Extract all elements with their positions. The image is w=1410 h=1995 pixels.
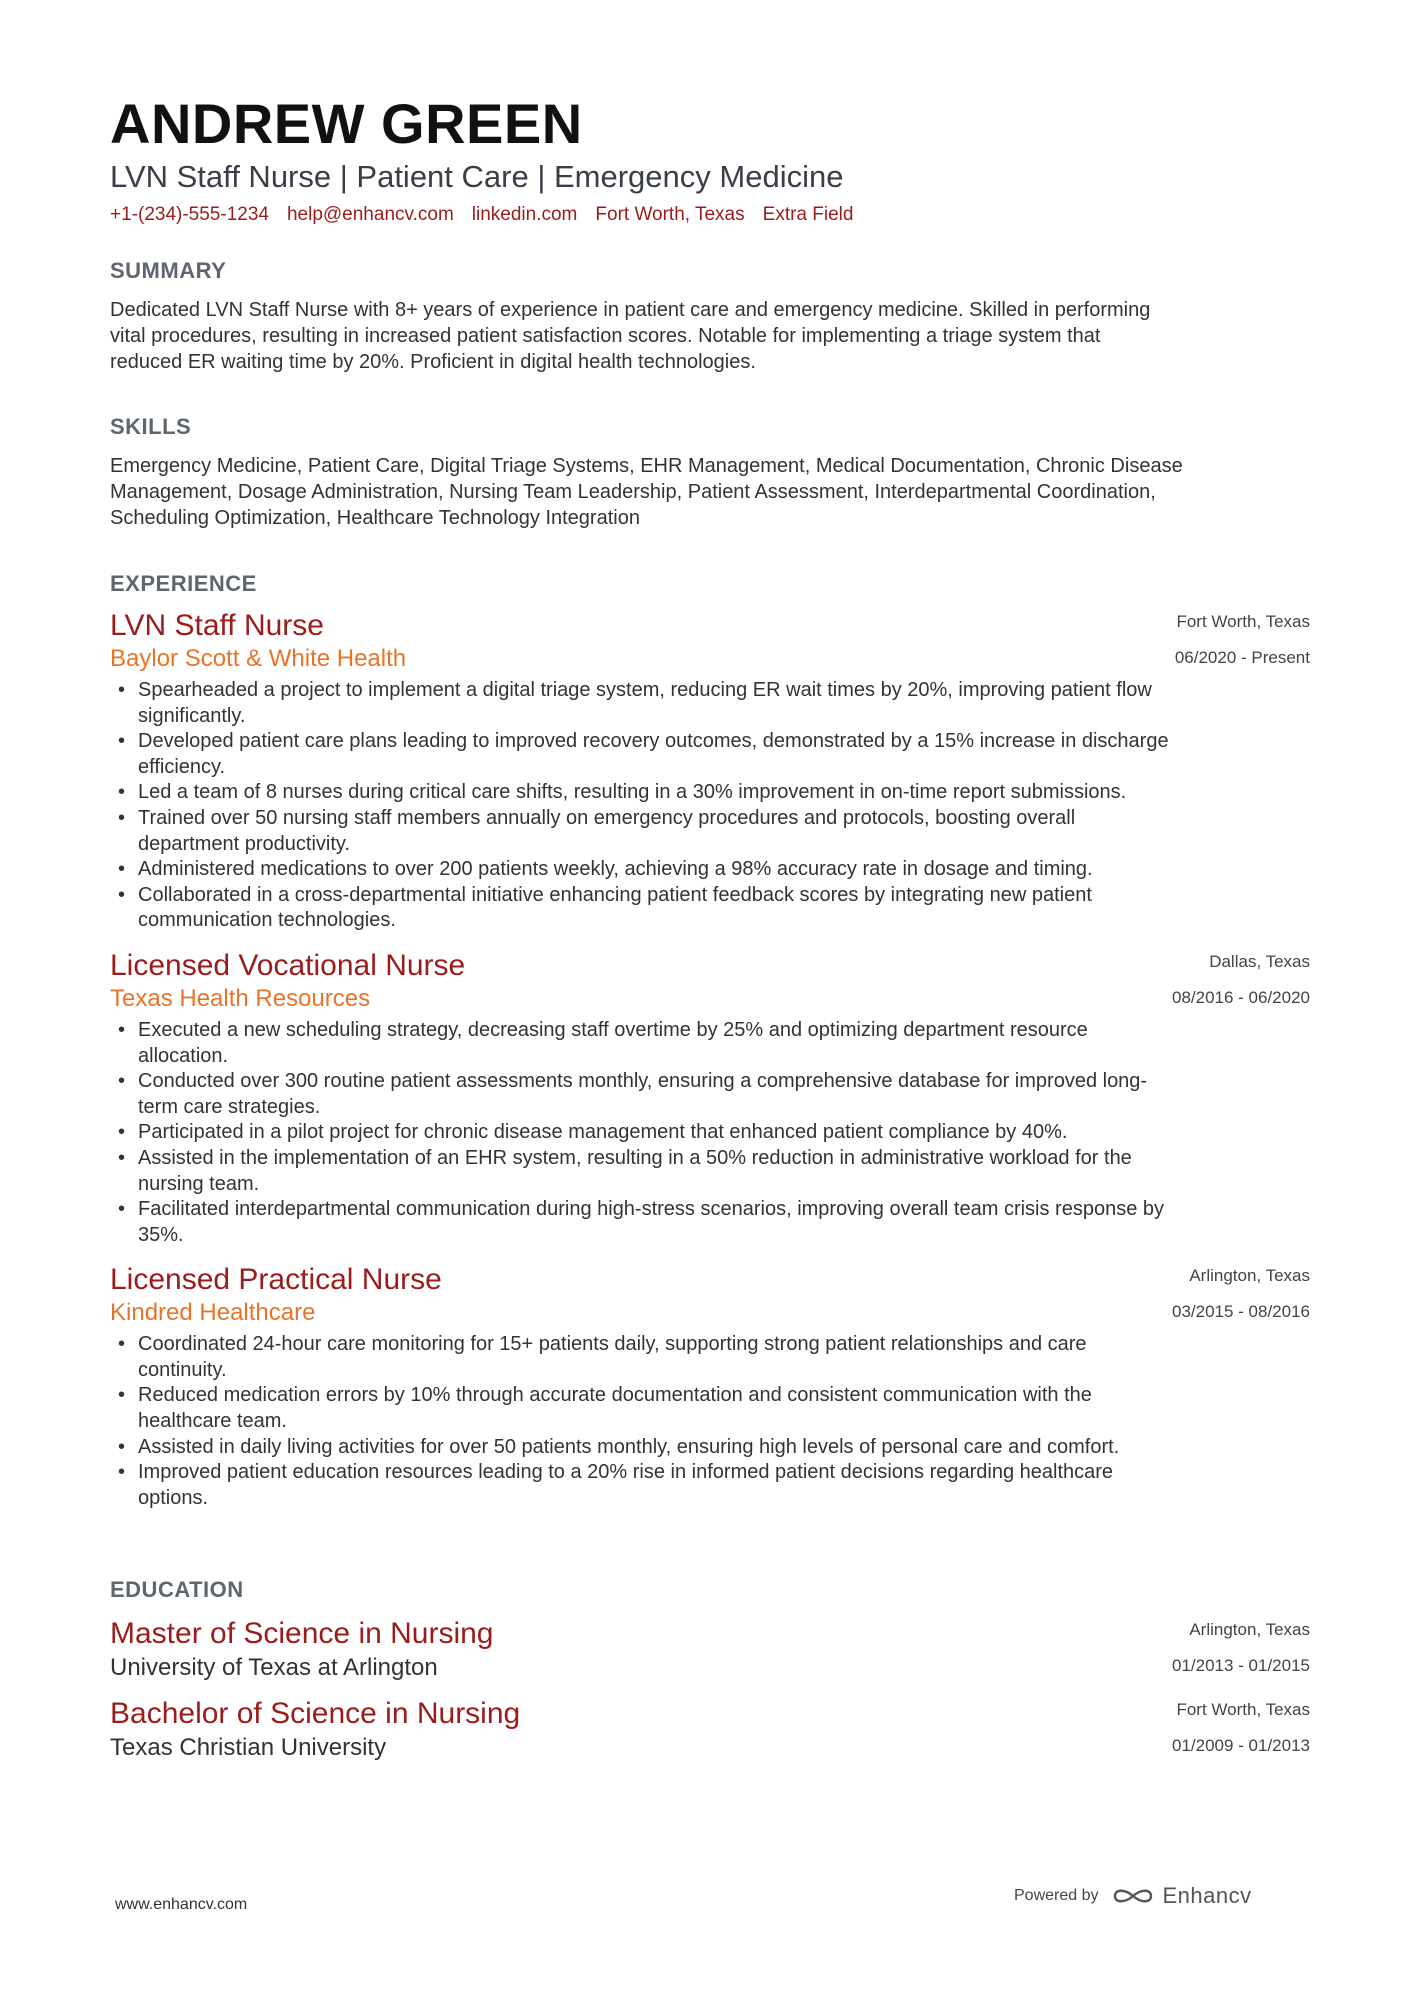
school-name: Texas Christian University	[110, 1734, 387, 1761]
job-location: Dallas, Texas	[1209, 951, 1310, 971]
education-entry	[110, 1616, 1310, 1682]
bullet-item: • Developed patient care plans leading to improved recovery outcomes, demonstrated by a 15% increase in discharge efficiency.	[110, 729, 1310, 780]
bullet-item: • Collaborated in a cross-departmental initiative enhancing patient feedback scores by integrating new patient communication technologies.	[110, 883, 1310, 934]
school-name: University of Texas at Arlington	[110, 1654, 438, 1681]
bullet-item: • Facilitated interdepartmental communication during high-stress scenarios, improving overall team crisis response by 35%.	[110, 1197, 1310, 1248]
education-dates: 01/2013 - 01/2015	[1171, 1656, 1310, 1675]
job-header	[110, 948, 1310, 1014]
job-dates: 03/2015 - 08/2016	[1171, 1302, 1310, 1322]
resume-content	[110, 92, 1310, 1761]
bullet-item: • Improved patient education resources leading to a 20% rise in informed patient decisions regarding healthcare options.	[110, 1460, 1310, 1511]
job-header	[110, 608, 1310, 674]
contact-extra-field: Extra Field	[762, 204, 854, 225]
bullet-item: • Spearheaded a project to implement a digital triage system, reducing ER wait times by 20%, improving patient flow significantly.	[110, 678, 1310, 729]
job-dates: 06/2020 - Present	[1174, 648, 1310, 667]
job-bullets	[110, 1332, 1310, 1511]
bullet-item: • Assisted in the implementation of an EHR system, resulting in a 50% reduction in administrative workload for the nursing team.	[110, 1146, 1310, 1197]
job-title: Licensed Vocational Nurse	[110, 948, 466, 982]
bullet-item: • Coordinated 24-hour care monitoring for 15+ patients daily, supporting strong patient relationships and care continuity.	[110, 1332, 1310, 1383]
bullet-item: • Assisted in daily living activities for over 50 patients monthly, ensuring high levels of personal care and comfort.	[110, 1435, 1310, 1461]
education-entry	[110, 1696, 1310, 1762]
enhancv-logo[interactable]	[1111, 1883, 1252, 1909]
job-title: Licensed Practical Nurse	[110, 1263, 442, 1297]
company-name: Kindred Healthcare	[110, 1299, 316, 1327]
enhancv-logo-icon	[1111, 1884, 1155, 1908]
company-name: Baylor Scott & White Health	[110, 645, 407, 672]
summary-line: reduced ER waiting time by 20%. Proficient in digital health technologies.	[110, 351, 756, 373]
job-bullets	[110, 678, 1310, 934]
summary-section	[110, 257, 1310, 375]
contact-phone[interactable]: +1-(234)-555-1234	[110, 204, 269, 225]
bullet-item: • Conducted over 300 routine patient assessments monthly, ensuring a comprehensive database for improved long- term care strategies.	[110, 1069, 1310, 1120]
education-dates: 01/2009 - 01/2013	[1171, 1736, 1310, 1755]
job-location: Arlington, Texas	[1189, 1266, 1310, 1286]
job-bullets	[110, 1018, 1310, 1248]
job-header	[110, 1262, 1310, 1328]
education-location: Arlington, Texas	[1189, 1620, 1310, 1639]
section-title-education: EDUCATION	[110, 1577, 244, 1602]
bullet-item: • Participated in a pilot project for chronic disease management that enhanced patient compliance by 40%.	[110, 1120, 1310, 1146]
skills-line: Management, Dosage Administration, Nursing Team Leadership, Patient Assessment, Interdepartmental Coordination,	[110, 481, 1156, 503]
skills-line: Scheduling Optimization, Healthcare Technology Integration	[110, 507, 640, 529]
powered-by-label: Powered by	[1014, 1887, 1099, 1904]
bullet-item: • Administered medications to over 200 patients weekly, achieving a 98% accuracy rate in dosage and timing.	[110, 857, 1310, 883]
candidate-headline: LVN Staff Nurse | Patient Care | Emergency Medicine	[110, 159, 844, 194]
degree-title: Bachelor of Science in Nursing	[110, 1697, 521, 1730]
bullet-item: • Trained over 50 nursing staff members annually on emergency procedures and protocols, boosting overall department productivity.	[110, 806, 1310, 857]
enhancv-logo-text: Enhancv	[1162, 1883, 1252, 1908]
job-entry	[110, 948, 1310, 1248]
section-title-summary: SUMMARY	[110, 258, 227, 283]
contact-location: Fort Worth, Texas	[595, 204, 745, 225]
footer-website-link[interactable]: www.enhancv.com	[115, 1896, 248, 1913]
job-title: LVN Staff Nurse	[110, 609, 324, 642]
contact-email[interactable]: help@enhancv.com	[286, 204, 454, 225]
bullet-item: • Reduced medication errors by 10% through accurate documentation and consistent communication with the healthcare team.	[110, 1383, 1310, 1434]
contact-linkedin[interactable]: linkedin.com	[471, 204, 578, 225]
candidate-name: ANDREW GREEN	[110, 92, 583, 155]
education-location: Fort Worth, Texas	[1176, 1700, 1310, 1719]
footer-branding	[1014, 1883, 1252, 1909]
job-location: Fort Worth, Texas	[1176, 612, 1310, 631]
section-title-experience: EXPERIENCE	[110, 571, 257, 596]
experience-section	[110, 570, 1310, 1511]
summary-text	[110, 297, 1310, 375]
education-section	[110, 1576, 1310, 1762]
degree-title: Master of Science in Nursing	[110, 1617, 494, 1650]
summary-line: vital procedures, resulting in increased patient satisfaction scores. Notable for implementing a triage system that	[110, 325, 1101, 347]
contact-bar	[110, 202, 1310, 228]
skills-text	[110, 453, 1310, 531]
summary-line: Dedicated LVN Staff Nurse with 8+ years of experience in patient care and emergency medicine. Skilled in performing	[110, 299, 1151, 321]
job-entry	[110, 608, 1310, 934]
bullet-item: • Executed a new scheduling strategy, decreasing staff overtime by 25% and optimizing department resource allocation.	[110, 1018, 1310, 1069]
company-name: Texas Health Resources	[110, 984, 371, 1012]
job-dates: 08/2016 - 06/2020	[1171, 987, 1310, 1007]
skills-section	[110, 413, 1310, 531]
section-title-skills: SKILLS	[110, 414, 192, 439]
skills-line: Emergency Medicine, Patient Care, Digital Triage Systems, EHR Management, Medical Documentation, Chronic Disease	[110, 455, 1183, 477]
job-entry	[110, 1262, 1310, 1511]
bullet-item: • Led a team of 8 nurses during critical care shifts, resulting in a 30% improvement in on-time report submissions.	[110, 780, 1310, 806]
